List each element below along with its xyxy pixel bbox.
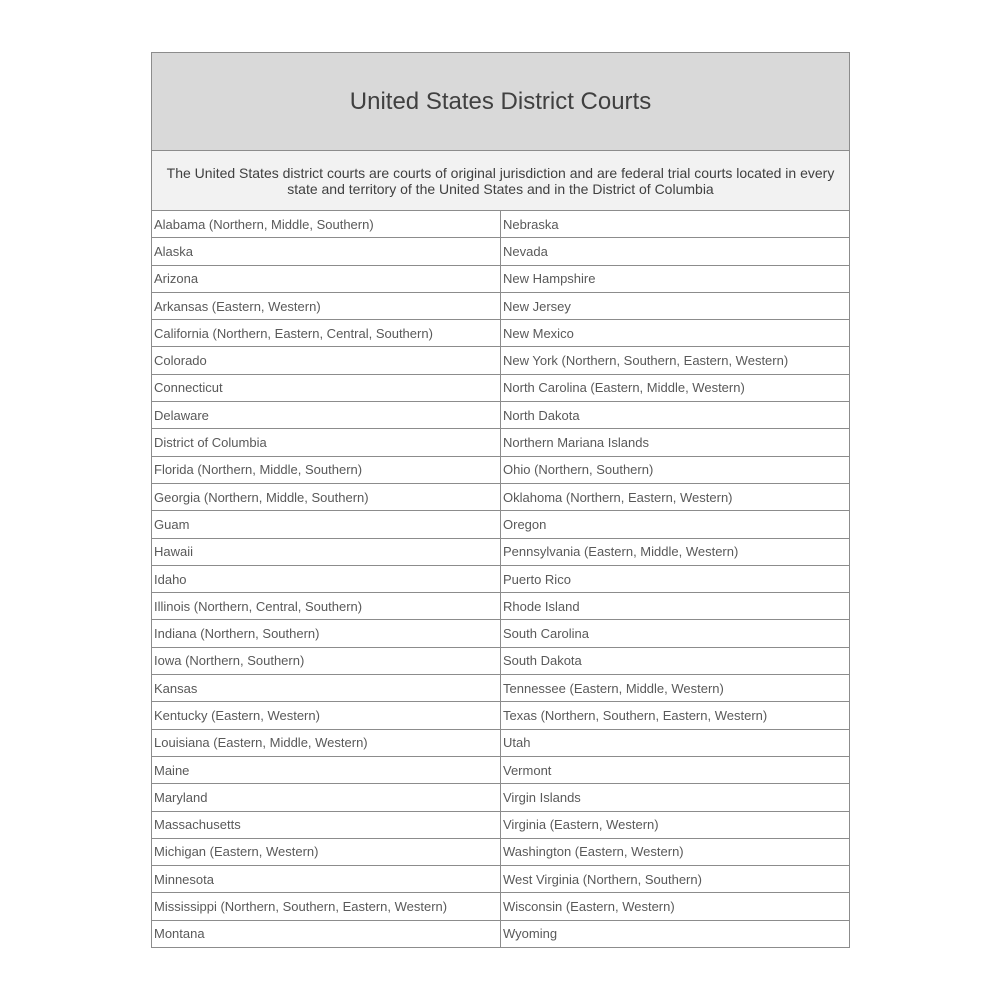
court-cell-left: Idaho bbox=[152, 565, 501, 592]
court-cell-left: Maine bbox=[152, 756, 501, 783]
title-bar bbox=[152, 53, 849, 151]
court-cell-right: Wisconsin (Eastern, Western) bbox=[501, 893, 850, 920]
court-cell-left: Florida (Northern, Middle, Southern) bbox=[152, 456, 501, 483]
table-row bbox=[152, 756, 849, 783]
court-cell-right: Tennessee (Eastern, Middle, Western) bbox=[501, 675, 850, 702]
court-cell-left: Montana bbox=[152, 920, 501, 947]
court-cell-right: Pennsylvania (Eastern, Middle, Western) bbox=[501, 538, 850, 565]
district-courts-document bbox=[151, 52, 850, 948]
court-cell-left: Colorado bbox=[152, 347, 501, 374]
court-cell-right: New Mexico bbox=[501, 320, 850, 347]
court-cell-left: Arizona bbox=[152, 265, 501, 292]
table-row bbox=[152, 265, 849, 292]
table-row bbox=[152, 702, 849, 729]
table-row bbox=[152, 402, 849, 429]
court-cell-left: Alaska bbox=[152, 238, 501, 265]
court-cell-right: New York (Northern, Southern, Eastern, Western) bbox=[501, 347, 850, 374]
table-row bbox=[152, 811, 849, 838]
table-row bbox=[152, 838, 849, 865]
court-cell-left: Maryland bbox=[152, 784, 501, 811]
court-cell-right: West Virginia (Northern, Southern) bbox=[501, 866, 850, 893]
court-cell-right: South Dakota bbox=[501, 647, 850, 674]
court-cell-right: Virgin Islands bbox=[501, 784, 850, 811]
courts-table bbox=[152, 211, 849, 947]
table-row bbox=[152, 920, 849, 947]
table-row bbox=[152, 211, 849, 238]
court-cell-left: Indiana (Northern, Southern) bbox=[152, 620, 501, 647]
table-row bbox=[152, 784, 849, 811]
court-cell-right: Oregon bbox=[501, 511, 850, 538]
table-row bbox=[152, 374, 849, 401]
table-row bbox=[152, 647, 849, 674]
court-cell-right: Virginia (Eastern, Western) bbox=[501, 811, 850, 838]
court-cell-right: North Dakota bbox=[501, 402, 850, 429]
description-bar bbox=[152, 151, 849, 211]
table-row bbox=[152, 511, 849, 538]
court-cell-right: North Carolina (Eastern, Middle, Western) bbox=[501, 374, 850, 401]
court-cell-left: Minnesota bbox=[152, 866, 501, 893]
court-cell-left: Connecticut bbox=[152, 374, 501, 401]
court-cell-left: Mississippi (Northern, Southern, Eastern, Western) bbox=[152, 893, 501, 920]
court-cell-left: Illinois (Northern, Central, Southern) bbox=[152, 593, 501, 620]
court-cell-left: Georgia (Northern, Middle, Southern) bbox=[152, 483, 501, 510]
table-row bbox=[152, 675, 849, 702]
table-row bbox=[152, 565, 849, 592]
court-cell-left: California (Northern, Eastern, Central, Southern) bbox=[152, 320, 501, 347]
court-cell-right: New Hampshire bbox=[501, 265, 850, 292]
table-row bbox=[152, 429, 849, 456]
court-cell-right: South Carolina bbox=[501, 620, 850, 647]
table-row bbox=[152, 893, 849, 920]
court-cell-right: Oklahoma (Northern, Eastern, Western) bbox=[501, 483, 850, 510]
court-cell-right: Nevada bbox=[501, 238, 850, 265]
table-row bbox=[152, 538, 849, 565]
court-cell-left: Kentucky (Eastern, Western) bbox=[152, 702, 501, 729]
court-cell-right: Northern Mariana Islands bbox=[501, 429, 850, 456]
table-row bbox=[152, 320, 849, 347]
table-row bbox=[152, 483, 849, 510]
court-cell-right: Wyoming bbox=[503, 926, 558, 942]
table-row bbox=[152, 238, 849, 265]
court-cell-left: Iowa (Northern, Southern) bbox=[152, 647, 501, 674]
court-cell-left: Alabama (Northern, Middle, Southern) bbox=[152, 211, 501, 238]
court-cell-left: Delaware bbox=[152, 402, 501, 429]
table-row bbox=[152, 456, 849, 483]
page-title: United States District Courts bbox=[349, 87, 652, 115]
court-cell-right: Texas (Northern, Southern, Eastern, Western) bbox=[501, 702, 850, 729]
court-cell-left: Kansas bbox=[152, 675, 501, 702]
courts-table-body bbox=[152, 211, 849, 947]
table-row bbox=[152, 729, 849, 756]
court-cell-right: Vermont bbox=[501, 756, 850, 783]
court-cell-left: Hawaii bbox=[152, 538, 501, 565]
court-cell-right: Utah bbox=[501, 729, 850, 756]
court-cell-right: Washington (Eastern, Western) bbox=[501, 838, 850, 865]
court-cell-right: Puerto Rico bbox=[501, 565, 850, 592]
court-cell-right: New Jersey bbox=[501, 292, 850, 319]
table-row bbox=[152, 866, 849, 893]
court-cell-right: Rhode Island bbox=[501, 593, 850, 620]
table-row bbox=[152, 347, 849, 374]
court-cell-left: Arkansas (Eastern, Western) bbox=[152, 292, 501, 319]
table-row bbox=[152, 620, 849, 647]
table-row bbox=[152, 593, 849, 620]
court-cell-left: Michigan (Eastern, Western) bbox=[152, 838, 501, 865]
court-cell-left: Louisiana (Eastern, Middle, Western) bbox=[152, 729, 501, 756]
description-text: The United States district courts are courts of original jurisdiction and are federal trial courts located in every state and territory of the United States and in the District of Columbia bbox=[166, 164, 835, 197]
court-cell-left: District of Columbia bbox=[152, 429, 501, 456]
court-cell-right: Nebraska bbox=[501, 211, 850, 238]
table-row bbox=[152, 292, 849, 319]
court-cell-left: Guam bbox=[152, 511, 501, 538]
court-cell-left: Massachusetts bbox=[152, 811, 501, 838]
court-cell-right: Ohio (Northern, Southern) bbox=[501, 456, 850, 483]
